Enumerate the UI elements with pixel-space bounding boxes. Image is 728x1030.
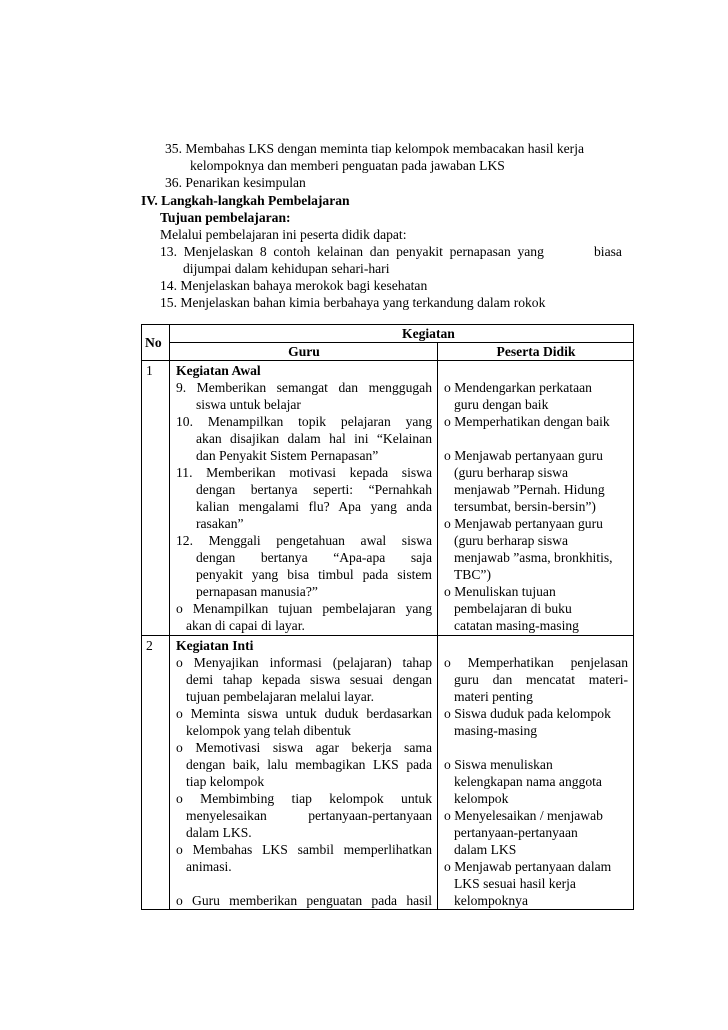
row2-siswa-cell: [438, 636, 634, 910]
row1-guru-cell: [170, 361, 438, 636]
row1-guru-line: kalian mengalami flu? Apa yang anda: [196, 499, 432, 514]
row1-siswa-line: tersumbat, bersin-bersin”): [454, 499, 596, 514]
row1-guru-line: 9. Memberikan semangat dan menggugah: [176, 380, 432, 395]
row1-siswa-line: o Menjawab pertanyaan guru: [444, 516, 603, 531]
item-35-line2: kelompoknya dan memberi penguatan pada jawaban LKS: [190, 158, 505, 173]
row1-siswa-line: (guru berharap siswa: [454, 533, 568, 548]
row1-guru-line: pernapasan manusia?”: [196, 584, 318, 599]
row1-guru-line: dengan bertanya “Apa-apa saja: [196, 550, 432, 565]
row1-guru-line: akan di capai di layar.: [186, 618, 305, 633]
objective-13-line2: dijumpai dalam kehidupan sehari-hari: [183, 261, 390, 276]
row1-guru-line: siswa untuk belajar: [196, 397, 301, 412]
row1-guru-line: akan disajikan dalam hal ini “Kelainan: [196, 431, 432, 446]
row1-guru-line: 12. Menggali pengetahuan awal siswa: [176, 533, 432, 548]
row2-guru-line: o Menyajikan informasi (pelajaran) tahap: [176, 655, 432, 670]
row2-guru-line: demi tahap kepada siswa sesuai dengan: [186, 672, 432, 687]
row1-siswa-line: menjawab ”asma, bronkhitis,: [454, 550, 613, 565]
row2-siswa-line: o Menyelesaikan / menjawab: [444, 808, 603, 823]
item-36: 36. Penarikan kesimpulan: [165, 175, 306, 190]
item-35-line1: 35. Membahas LKS dengan meminta tiap kelompok membacakan hasil kerja: [165, 141, 585, 156]
row1-siswa-line: o Mendengarkan perkataan: [444, 380, 592, 395]
row1-guru-line: dengan bertanya seperti: “Pernahkah: [196, 482, 432, 497]
row1-title: Kegiatan Awal: [176, 363, 261, 378]
header-kegiatan-cell: [170, 325, 634, 343]
row1-guru-line: penyakit yang bisa timbul pada sistem: [196, 567, 432, 582]
header-no: No: [145, 335, 162, 350]
row2-guru-line: o Membimbing tiap kelompok untuk: [176, 791, 432, 806]
row2-siswa-line: o Siswa duduk pada kelompok: [444, 706, 611, 721]
objective-14: 14. Menjelaskan bahaya merokok bagi kesehatan: [160, 278, 428, 293]
activity-table: [141, 324, 634, 910]
header-peserta-didik: Peserta Didik: [496, 344, 576, 359]
objectives-lead: Melalui pembelajaran ini peserta didik dapat:: [160, 227, 407, 242]
header-no-cell: [142, 325, 170, 361]
header-siswa-cell: [438, 343, 634, 361]
row1-number: 1: [146, 363, 153, 378]
objective-15: 15. Menjelaskan bahan kimia berbahaya yang terkandung dalam rokok: [160, 295, 546, 310]
header-guru-cell: [170, 343, 438, 361]
objective-13-biasa: biasa: [594, 244, 622, 259]
row1-siswa-line: o Menuliskan tujuan: [444, 584, 556, 599]
row1-guru-line: o Menampilkan tujuan pembelajaran yang: [176, 601, 432, 616]
row2-no-cell: [142, 636, 170, 910]
row2-siswa-line: dalam LKS: [454, 842, 517, 857]
row2-siswa-line: guru dan mencatat materi-: [454, 672, 628, 687]
row2-guru-line: tiap kelompok: [186, 774, 265, 789]
row2-siswa-line: pertanyaan-pertanyaan: [454, 825, 578, 840]
row2-guru-line: animasi.: [186, 859, 232, 874]
row1-siswa-cell: [438, 361, 634, 636]
row1-no-cell: [142, 361, 170, 636]
row2-siswa-line: o Siswa menuliskan: [444, 757, 553, 772]
row2-siswa-line: kelengkapan nama anggota: [454, 774, 602, 789]
row2-guru-line: o Guru memberikan penguatan pada hasil: [176, 893, 432, 908]
row2-guru-line: dalam LKS.: [186, 825, 252, 840]
row1-guru-line: dan Penyakit Sistem Pernapasan”: [196, 448, 379, 463]
row1-siswa-line: (guru berharap siswa: [454, 465, 568, 480]
row2-guru-line: dengan baik, lalu membagikan LKS pada: [186, 757, 432, 772]
row2-title: Kegiatan Inti: [176, 638, 254, 653]
row2-siswa-line: kelompoknya: [454, 893, 528, 908]
row1-siswa-line: guru dengan baik: [454, 397, 549, 412]
row2-number: 2: [146, 638, 153, 653]
row1-siswa-line: menjawab ”Pernah. Hidung: [454, 482, 605, 497]
header-guru: Guru: [288, 344, 320, 359]
row2-siswa-line: materi penting: [454, 689, 533, 704]
row1-guru-line: 11. Memberikan motivasi kepada siswa: [176, 465, 432, 480]
row2-guru-line: o Memotivasi siswa agar bekerja sama: [176, 740, 432, 755]
header-kegiatan: Kegiatan: [402, 326, 455, 341]
row1-siswa-line: pembelajaran di buku: [454, 601, 572, 616]
row2-siswa-line: o Memperhatikan penjelasan: [444, 655, 628, 670]
section-heading: IV. Langkah-langkah Pembelajaran: [141, 193, 350, 208]
row2-siswa-line: kelompok: [454, 791, 509, 806]
row2-guru-line: menyelesaikan pertanyaan-pertanyaan: [186, 808, 432, 823]
row1-siswa-line: TBC”): [454, 567, 491, 582]
row1-siswa-line: catatan masing-masing: [454, 618, 579, 633]
row2-guru-line: kelompok yang telah dibentuk: [186, 723, 351, 738]
row2-siswa-line: masing-masing: [454, 723, 538, 738]
row2-siswa-line: LKS sesuai hasil kerja: [454, 876, 576, 891]
row2-siswa-line: o Menjawab pertanyaan dalam: [444, 859, 612, 874]
objective-13-line1: 13. Menjelaskan 8 contoh kelainan dan penyakit pernapasan yang: [160, 244, 544, 259]
objectives-subheading: Tujuan pembelajaran:: [160, 210, 291, 225]
row2-guru-cell: [170, 636, 438, 910]
row2-guru-line: o Meminta siswa untuk duduk berdasarkan: [176, 706, 432, 721]
row2-guru-line: tujuan pembelajaran melalui layar.: [186, 689, 374, 704]
row1-guru-line: rasakan”: [196, 516, 244, 531]
row1-siswa-line: o Memperhatikan dengan baik: [444, 414, 610, 429]
row1-guru-line: 10. Menampilkan topik pelajaran yang: [176, 414, 432, 429]
row1-siswa-line: o Menjawab pertanyaan guru: [444, 448, 603, 463]
row2-guru-line: o Membahas LKS sambil memperlihatkan: [176, 842, 432, 857]
